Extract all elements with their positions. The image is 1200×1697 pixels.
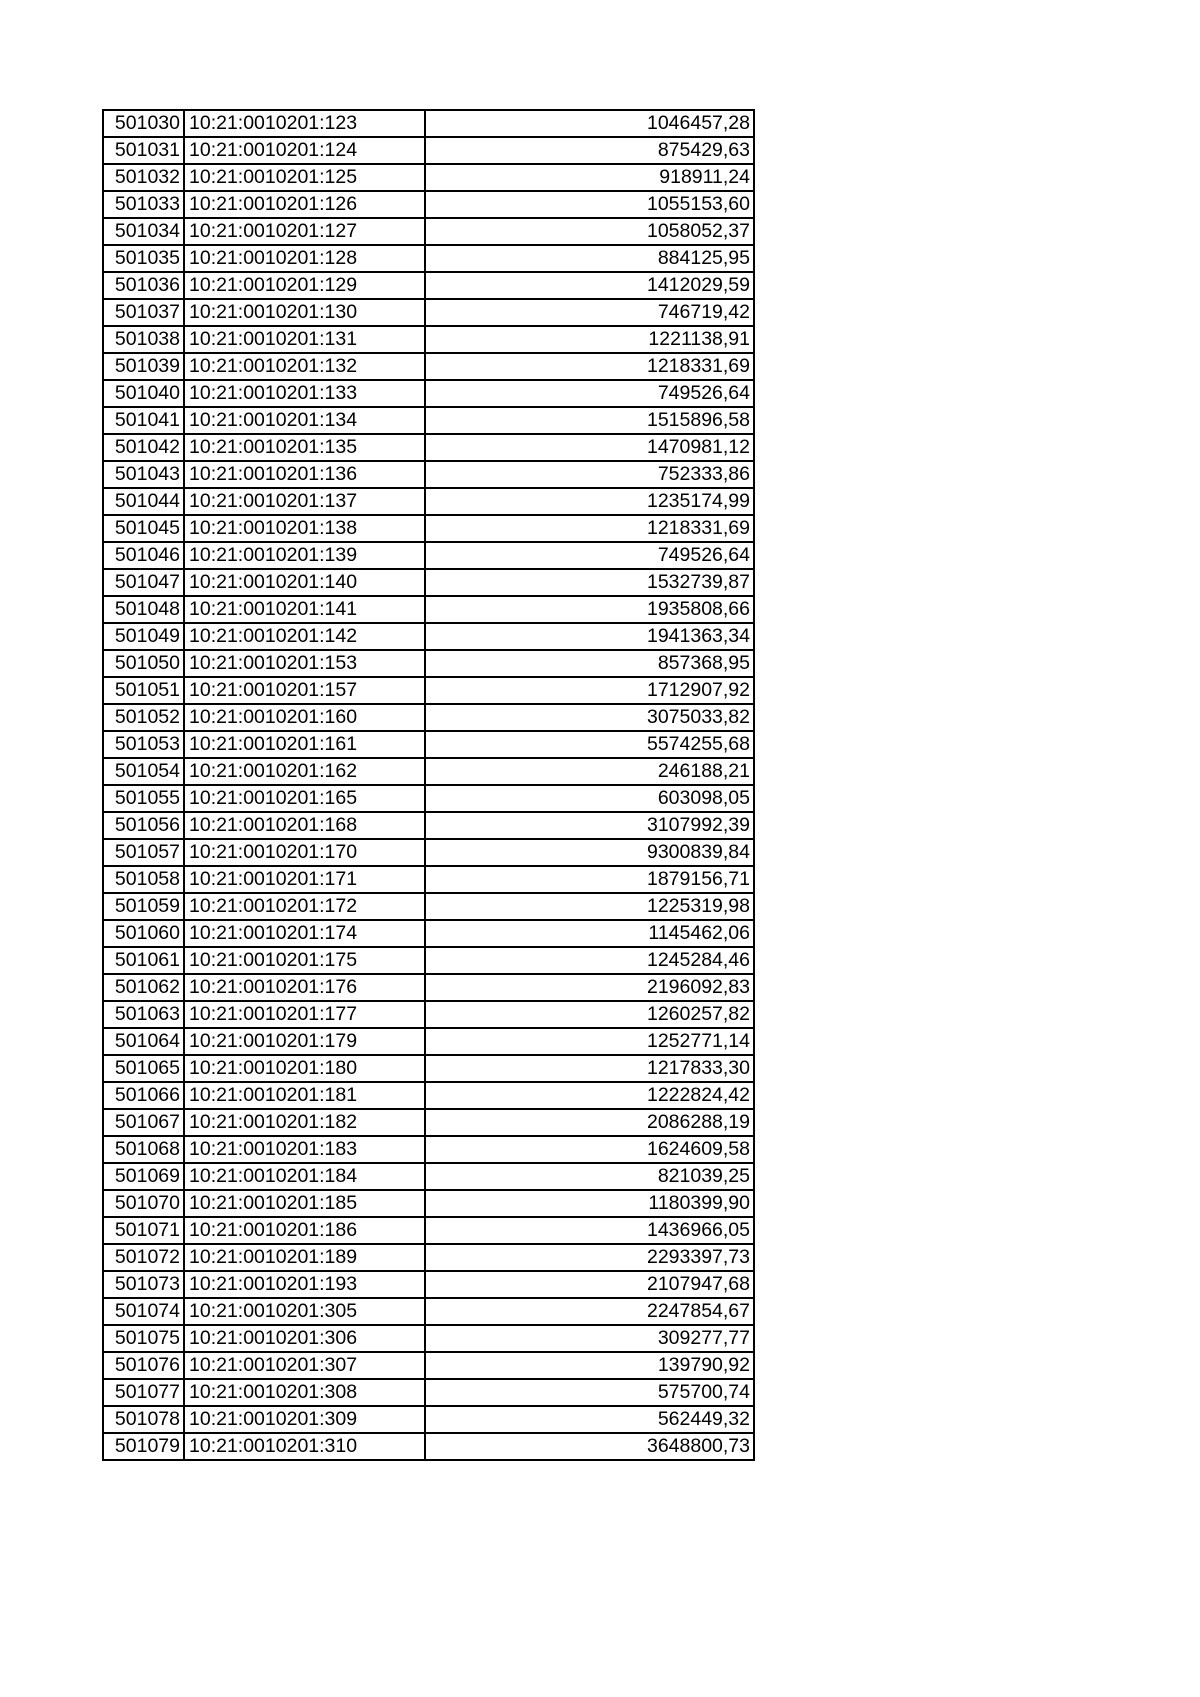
- row-number-cell: 501063: [103, 1001, 184, 1028]
- table-row: [103, 1028, 754, 1055]
- row-number-cell: 501061: [103, 947, 184, 974]
- cadastral-number-cell: 10:21:0010201:136: [184, 461, 425, 488]
- cadastral-number-cell: 10:21:0010201:124: [184, 137, 425, 164]
- table-row: [103, 515, 754, 542]
- row-number-cell: 501041: [103, 407, 184, 434]
- cadastral-number-cell: 10:21:0010201:140: [184, 569, 425, 596]
- cadastral-number-cell: 10:21:0010201:125: [184, 164, 425, 191]
- row-number-cell: 501069: [103, 1163, 184, 1190]
- cadastral-number-cell: 10:21:0010201:138: [184, 515, 425, 542]
- cadastral-number-cell: 10:21:0010201:134: [184, 407, 425, 434]
- row-number-cell: 501042: [103, 434, 184, 461]
- row-number-cell: 501066: [103, 1082, 184, 1109]
- table-row: [103, 893, 754, 920]
- value-cell: 3107992,39: [425, 812, 754, 839]
- table-row: [103, 245, 754, 272]
- value-cell: 1470981,12: [425, 434, 754, 461]
- table-row: [103, 1163, 754, 1190]
- table-row: [103, 191, 754, 218]
- cadastral-number-cell: 10:21:0010201:168: [184, 812, 425, 839]
- value-cell: 2293397,73: [425, 1244, 754, 1271]
- cadastral-number-cell: 10:21:0010201:137: [184, 488, 425, 515]
- row-number-cell: 501056: [103, 812, 184, 839]
- table-row: [103, 542, 754, 569]
- table-row: [103, 1001, 754, 1028]
- row-number-cell: 501034: [103, 218, 184, 245]
- value-cell: 1235174,99: [425, 488, 754, 515]
- cadastral-number-cell: 10:21:0010201:170: [184, 839, 425, 866]
- value-cell: 2196092,83: [425, 974, 754, 1001]
- value-cell: 1145462,06: [425, 920, 754, 947]
- value-cell: 1218331,69: [425, 353, 754, 380]
- table-row: [103, 1244, 754, 1271]
- row-number-cell: 501039: [103, 353, 184, 380]
- table-row: [103, 677, 754, 704]
- cadastral-number-cell: 10:21:0010201:141: [184, 596, 425, 623]
- value-cell: 2107947,68: [425, 1271, 754, 1298]
- row-number-cell: 501065: [103, 1055, 184, 1082]
- cadastral-number-cell: 10:21:0010201:189: [184, 1244, 425, 1271]
- cadastral-number-cell: 10:21:0010201:310: [184, 1433, 425, 1460]
- row-number-cell: 501047: [103, 569, 184, 596]
- row-number-cell: 501070: [103, 1190, 184, 1217]
- table-row: [103, 704, 754, 731]
- value-cell: 1245284,46: [425, 947, 754, 974]
- table-body: [103, 110, 754, 1460]
- table-row: [103, 1298, 754, 1325]
- table-row: [103, 326, 754, 353]
- table-row: [103, 488, 754, 515]
- value-cell: 1046457,28: [425, 110, 754, 137]
- cadastral-number-cell: 10:21:0010201:135: [184, 434, 425, 461]
- cadastral-number-cell: 10:21:0010201:177: [184, 1001, 425, 1028]
- table-row: [103, 758, 754, 785]
- cadastral-number-cell: 10:21:0010201:162: [184, 758, 425, 785]
- cadastral-number-cell: 10:21:0010201:180: [184, 1055, 425, 1082]
- cadastral-number-cell: 10:21:0010201:130: [184, 299, 425, 326]
- value-cell: 821039,25: [425, 1163, 754, 1190]
- table-row: [103, 110, 754, 137]
- row-number-cell: 501030: [103, 110, 184, 137]
- value-cell: 309277,77: [425, 1325, 754, 1352]
- cadastral-number-cell: 10:21:0010201:307: [184, 1352, 425, 1379]
- row-number-cell: 501076: [103, 1352, 184, 1379]
- value-cell: 1218331,69: [425, 515, 754, 542]
- value-cell: 1252771,14: [425, 1028, 754, 1055]
- cadastral-number-cell: 10:21:0010201:160: [184, 704, 425, 731]
- row-number-cell: 501043: [103, 461, 184, 488]
- table-row: [103, 1217, 754, 1244]
- row-number-cell: 501031: [103, 137, 184, 164]
- table-row: [103, 218, 754, 245]
- value-cell: 1055153,60: [425, 191, 754, 218]
- row-number-cell: 501057: [103, 839, 184, 866]
- cadastral-number-cell: 10:21:0010201:179: [184, 1028, 425, 1055]
- value-cell: 246188,21: [425, 758, 754, 785]
- cadastral-number-cell: 10:21:0010201:309: [184, 1406, 425, 1433]
- row-number-cell: 501055: [103, 785, 184, 812]
- value-cell: 746719,42: [425, 299, 754, 326]
- cadastral-number-cell: 10:21:0010201:305: [184, 1298, 425, 1325]
- value-cell: 1180399,90: [425, 1190, 754, 1217]
- row-number-cell: 501071: [103, 1217, 184, 1244]
- table-row: [103, 731, 754, 758]
- value-cell: 1941363,34: [425, 623, 754, 650]
- cadastral-number-cell: 10:21:0010201:185: [184, 1190, 425, 1217]
- table-row: [103, 623, 754, 650]
- row-number-cell: 501048: [103, 596, 184, 623]
- table-row: [103, 1136, 754, 1163]
- table-row: [103, 299, 754, 326]
- table-row: [103, 1055, 754, 1082]
- cadastral-number-cell: 10:21:0010201:306: [184, 1325, 425, 1352]
- row-number-cell: 501060: [103, 920, 184, 947]
- table-row: [103, 380, 754, 407]
- cadastral-number-cell: 10:21:0010201:308: [184, 1379, 425, 1406]
- row-number-cell: 501062: [103, 974, 184, 1001]
- row-number-cell: 501077: [103, 1379, 184, 1406]
- table-row: [103, 1325, 754, 1352]
- value-cell: 1436966,05: [425, 1217, 754, 1244]
- table-row: [103, 1352, 754, 1379]
- cadastral-number-cell: 10:21:0010201:132: [184, 353, 425, 380]
- row-number-cell: 501073: [103, 1271, 184, 1298]
- cadastral-number-cell: 10:21:0010201:128: [184, 245, 425, 272]
- row-number-cell: 501064: [103, 1028, 184, 1055]
- value-cell: 603098,05: [425, 785, 754, 812]
- cadastral-number-cell: 10:21:0010201:153: [184, 650, 425, 677]
- value-cell: 749526,64: [425, 380, 754, 407]
- row-number-cell: 501040: [103, 380, 184, 407]
- table-row: [103, 866, 754, 893]
- cadastral-number-cell: 10:21:0010201:131: [184, 326, 425, 353]
- table-row: [103, 569, 754, 596]
- table-row: [103, 1379, 754, 1406]
- value-cell: 875429,63: [425, 137, 754, 164]
- value-cell: 1058052,37: [425, 218, 754, 245]
- row-number-cell: 501074: [103, 1298, 184, 1325]
- value-cell: 1879156,71: [425, 866, 754, 893]
- table-row: [103, 839, 754, 866]
- cadastral-number-cell: 10:21:0010201:127: [184, 218, 425, 245]
- cadastral-number-cell: 10:21:0010201:123: [184, 110, 425, 137]
- row-number-cell: 501035: [103, 245, 184, 272]
- value-cell: 1515896,58: [425, 407, 754, 434]
- row-number-cell: 501067: [103, 1109, 184, 1136]
- cadastral-number-cell: 10:21:0010201:183: [184, 1136, 425, 1163]
- value-cell: 139790,92: [425, 1352, 754, 1379]
- cadastral-number-cell: 10:21:0010201:161: [184, 731, 425, 758]
- row-number-cell: 501032: [103, 164, 184, 191]
- row-number-cell: 501058: [103, 866, 184, 893]
- value-cell: 752333,86: [425, 461, 754, 488]
- value-cell: 1712907,92: [425, 677, 754, 704]
- row-number-cell: 501072: [103, 1244, 184, 1271]
- table-row: [103, 407, 754, 434]
- row-number-cell: 501078: [103, 1406, 184, 1433]
- cadastral-number-cell: 10:21:0010201:174: [184, 920, 425, 947]
- row-number-cell: 501079: [103, 1433, 184, 1460]
- table-row: [103, 650, 754, 677]
- table-row: [103, 1406, 754, 1433]
- table-row: [103, 947, 754, 974]
- value-cell: 2086288,19: [425, 1109, 754, 1136]
- cadastral-number-cell: 10:21:0010201:172: [184, 893, 425, 920]
- row-number-cell: 501054: [103, 758, 184, 785]
- table-row: [103, 1109, 754, 1136]
- cadastral-number-cell: 10:21:0010201:126: [184, 191, 425, 218]
- cadastral-number-cell: 10:21:0010201:184: [184, 1163, 425, 1190]
- table-row: [103, 272, 754, 299]
- value-cell: 1221138,91: [425, 326, 754, 353]
- table-row: [103, 596, 754, 623]
- value-cell: 3075033,82: [425, 704, 754, 731]
- cadastral-number-cell: 10:21:0010201:165: [184, 785, 425, 812]
- table-row: [103, 1082, 754, 1109]
- cadastral-number-cell: 10:21:0010201:181: [184, 1082, 425, 1109]
- table-row: [103, 812, 754, 839]
- cadastral-number-cell: 10:21:0010201:171: [184, 866, 425, 893]
- table-row: [103, 164, 754, 191]
- row-number-cell: 501051: [103, 677, 184, 704]
- value-cell: 9300839,84: [425, 839, 754, 866]
- table-row: [103, 785, 754, 812]
- table-row: [103, 353, 754, 380]
- row-number-cell: 501050: [103, 650, 184, 677]
- table-row: [103, 1271, 754, 1298]
- value-cell: 562449,32: [425, 1406, 754, 1433]
- value-cell: 1412029,59: [425, 272, 754, 299]
- table-row: [103, 434, 754, 461]
- value-cell: 5574255,68: [425, 731, 754, 758]
- value-cell: 857368,95: [425, 650, 754, 677]
- row-number-cell: 501068: [103, 1136, 184, 1163]
- value-cell: 1624609,58: [425, 1136, 754, 1163]
- cadastral-number-cell: 10:21:0010201:176: [184, 974, 425, 1001]
- row-number-cell: 501053: [103, 731, 184, 758]
- cadastral-number-cell: 10:21:0010201:133: [184, 380, 425, 407]
- value-cell: 884125,95: [425, 245, 754, 272]
- value-cell: 3648800,73: [425, 1433, 754, 1460]
- cadastral-number-cell: 10:21:0010201:139: [184, 542, 425, 569]
- table-row: [103, 137, 754, 164]
- table-row: [103, 974, 754, 1001]
- row-number-cell: 501033: [103, 191, 184, 218]
- value-cell: 749526,64: [425, 542, 754, 569]
- row-number-cell: 501044: [103, 488, 184, 515]
- value-cell: 1225319,98: [425, 893, 754, 920]
- cadastral-number-cell: 10:21:0010201:142: [184, 623, 425, 650]
- row-number-cell: 501037: [103, 299, 184, 326]
- cadastral-number-cell: 10:21:0010201:186: [184, 1217, 425, 1244]
- row-number-cell: 501049: [103, 623, 184, 650]
- row-number-cell: 501045: [103, 515, 184, 542]
- value-cell: 1222824,42: [425, 1082, 754, 1109]
- value-cell: 1260257,82: [425, 1001, 754, 1028]
- cadastral-number-cell: 10:21:0010201:157: [184, 677, 425, 704]
- row-number-cell: 501059: [103, 893, 184, 920]
- cadastral-number-cell: 10:21:0010201:182: [184, 1109, 425, 1136]
- cadastral-number-cell: 10:21:0010201:129: [184, 272, 425, 299]
- cadastral-number-cell: 10:21:0010201:193: [184, 1271, 425, 1298]
- value-cell: 1532739,87: [425, 569, 754, 596]
- value-cell: 1935808,66: [425, 596, 754, 623]
- table-row: [103, 1433, 754, 1460]
- value-cell: 2247854,67: [425, 1298, 754, 1325]
- cadastral-value-table: [102, 109, 755, 1461]
- table-row: [103, 1190, 754, 1217]
- row-number-cell: 501046: [103, 542, 184, 569]
- value-cell: 1217833,30: [425, 1055, 754, 1082]
- table-row: [103, 461, 754, 488]
- cadastral-number-cell: 10:21:0010201:175: [184, 947, 425, 974]
- value-cell: 575700,74: [425, 1379, 754, 1406]
- row-number-cell: 501036: [103, 272, 184, 299]
- table-row: [103, 920, 754, 947]
- row-number-cell: 501038: [103, 326, 184, 353]
- row-number-cell: 501052: [103, 704, 184, 731]
- row-number-cell: 501075: [103, 1325, 184, 1352]
- value-cell: 918911,24: [425, 164, 754, 191]
